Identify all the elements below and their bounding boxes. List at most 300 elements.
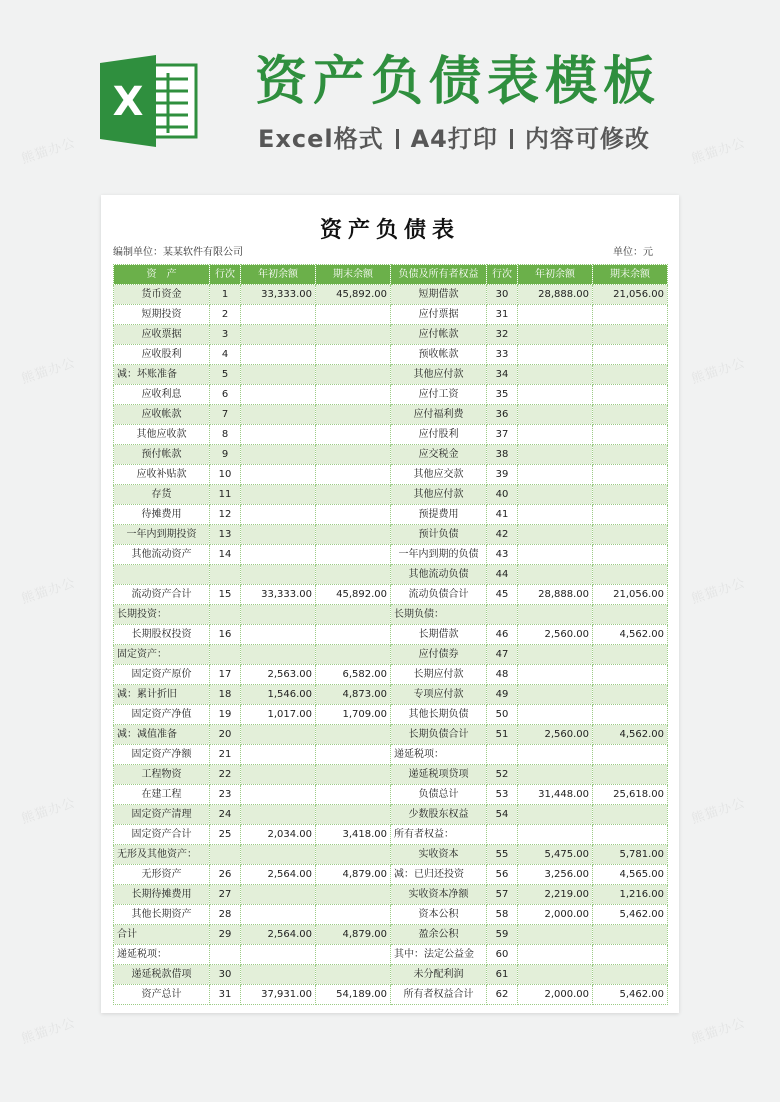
liability-line-no-cell[interactable]: 56 [487,865,518,885]
asset-name-cell[interactable]: 货币资金 [114,285,210,305]
asset-opening-cell[interactable] [241,905,316,925]
liability-line-no-cell[interactable]: 41 [487,505,518,525]
asset-opening-cell[interactable] [241,745,316,765]
asset-line-no-cell[interactable]: 23 [210,785,241,805]
liability-closing-cell[interactable] [593,465,668,485]
asset-name-cell[interactable]: 在建工程 [114,785,210,805]
asset-line-no-cell[interactable]: 15 [210,585,241,605]
liability-line-no-cell[interactable]: 52 [487,765,518,785]
liability-line-no-cell[interactable]: 39 [487,465,518,485]
liability-line-no-cell[interactable]: 46 [487,625,518,645]
asset-opening-cell[interactable]: 1,546.00 [241,685,316,705]
liability-closing-cell[interactable] [593,745,668,765]
liability-opening-cell[interactable] [518,765,593,785]
asset-opening-cell[interactable] [241,505,316,525]
liability-opening-cell[interactable]: 2,560.00 [518,625,593,645]
liability-closing-cell[interactable] [593,325,668,345]
liability-name-cell[interactable]: 应交税金 [391,445,487,465]
asset-name-cell[interactable]: 其他应收款 [114,425,210,445]
liability-line-no-cell[interactable]: 47 [487,645,518,665]
asset-closing-cell[interactable] [316,545,391,565]
asset-closing-cell[interactable] [316,445,391,465]
liability-line-no-cell[interactable] [487,825,518,845]
asset-opening-cell[interactable] [241,845,316,865]
asset-opening-cell[interactable] [241,345,316,365]
liability-closing-cell[interactable]: 5,781.00 [593,845,668,865]
asset-name-cell[interactable]: 应收补贴款 [114,465,210,485]
asset-closing-cell[interactable] [316,365,391,385]
liability-line-no-cell[interactable]: 50 [487,705,518,725]
liability-closing-cell[interactable]: 5,462.00 [593,905,668,925]
liability-name-cell[interactable]: 递延税项贷项 [391,765,487,785]
asset-opening-cell[interactable] [241,765,316,785]
liability-name-cell[interactable]: 一年内到期的负债 [391,545,487,565]
asset-name-cell[interactable]: 工程物资 [114,765,210,785]
liability-opening-cell[interactable] [518,505,593,525]
asset-opening-cell[interactable]: 33,333.00 [241,285,316,305]
asset-opening-cell[interactable] [241,485,316,505]
asset-opening-cell[interactable] [241,885,316,905]
liability-name-cell[interactable]: 所有者权益： [391,825,487,845]
asset-name-cell[interactable]: 固定资产合计 [114,825,210,845]
liability-opening-cell[interactable] [518,685,593,705]
col-header-assets: 资 产 [114,265,210,285]
asset-closing-cell[interactable] [316,725,391,745]
asset-name-cell[interactable]: 递延税款借项 [114,965,210,985]
subtitle-divider [396,129,399,149]
asset-closing-cell[interactable]: 54,189.00 [316,985,391,1005]
liability-name-cell[interactable]: 长期应付款 [391,665,487,685]
liability-opening-cell[interactable] [518,305,593,325]
asset-opening-cell[interactable] [241,805,316,825]
liability-closing-cell[interactable] [593,545,668,565]
liability-name-cell[interactable]: 应付票据 [391,305,487,325]
liability-line-no-cell[interactable]: 38 [487,445,518,465]
liability-closing-cell[interactable]: 25,618.00 [593,785,668,805]
liability-opening-cell[interactable]: 28,888.00 [518,285,593,305]
asset-name-cell[interactable]: 其他长期资产 [114,905,210,925]
asset-opening-cell[interactable]: 2,564.00 [241,865,316,885]
liability-line-no-cell[interactable]: 55 [487,845,518,865]
liability-line-no-cell[interactable]: 37 [487,425,518,445]
asset-line-no-cell[interactable]: 14 [210,545,241,565]
asset-line-no-cell[interactable]: 17 [210,665,241,685]
liability-line-no-cell[interactable] [487,745,518,765]
liability-name-cell[interactable]: 所有者权益合计 [391,985,487,1005]
asset-opening-cell[interactable]: 37,931.00 [241,985,316,1005]
liability-name-cell[interactable]: 应付帐款 [391,325,487,345]
asset-closing-cell[interactable] [316,905,391,925]
liability-closing-cell[interactable] [593,705,668,725]
asset-opening-cell[interactable] [241,465,316,485]
liability-opening-cell[interactable]: 5,475.00 [518,845,593,865]
liability-opening-cell[interactable]: 2,000.00 [518,985,593,1005]
asset-name-cell[interactable]: 应收票据 [114,325,210,345]
liability-opening-cell[interactable] [518,525,593,545]
liability-name-cell[interactable]: 应付债券 [391,645,487,665]
asset-name-cell[interactable]: 固定资产净值 [114,705,210,725]
liability-closing-cell[interactable] [593,965,668,985]
asset-closing-cell[interactable] [316,325,391,345]
liability-name-cell[interactable]: 长期负债： [391,605,487,625]
asset-name-cell[interactable]: 其他流动资产 [114,545,210,565]
liability-line-no-cell[interactable]: 57 [487,885,518,905]
liability-opening-cell[interactable]: 2,000.00 [518,905,593,925]
liability-line-no-cell[interactable]: 58 [487,905,518,925]
asset-line-no-cell[interactable]: 9 [210,445,241,465]
asset-name-cell[interactable]: 一年内到期投资 [114,525,210,545]
table-row [114,845,668,865]
liability-name-cell[interactable]: 其他应付款 [391,365,487,385]
asset-name-cell[interactable]: 存货 [114,485,210,505]
asset-name-cell[interactable]: 固定资产清理 [114,805,210,825]
asset-closing-cell[interactable] [316,645,391,665]
liability-name-cell[interactable]: 应付工资 [391,385,487,405]
liability-name-cell[interactable]: 未分配利润 [391,965,487,985]
asset-opening-cell[interactable]: 1,017.00 [241,705,316,725]
asset-line-no-cell[interactable]: 11 [210,485,241,505]
liability-name-cell[interactable]: 其他流动负债 [391,565,487,585]
asset-closing-cell[interactable] [316,945,391,965]
liability-closing-cell[interactable] [593,605,668,625]
table-row [114,905,668,925]
liability-line-no-cell[interactable]: 35 [487,385,518,405]
asset-opening-cell[interactable]: 2,564.00 [241,925,316,945]
asset-closing-cell[interactable] [316,345,391,365]
asset-closing-cell[interactable] [316,465,391,485]
liability-line-no-cell[interactable]: 51 [487,725,518,745]
liability-closing-cell[interactable] [593,425,668,445]
asset-opening-cell[interactable] [241,445,316,465]
liability-name-cell[interactable]: 递延税项： [391,745,487,765]
liability-name-cell[interactable]: 流动负债合计 [391,585,487,605]
liability-line-no-cell[interactable]: 33 [487,345,518,365]
asset-name-cell[interactable]: 短期投资 [114,305,210,325]
liability-closing-cell[interactable]: 21,056.00 [593,585,668,605]
asset-line-no-cell[interactable]: 5 [210,365,241,385]
asset-closing-cell[interactable]: 45,892.00 [316,585,391,605]
asset-closing-cell[interactable] [316,305,391,325]
asset-name-cell[interactable]: 应收股利 [114,345,210,365]
asset-opening-cell[interactable] [241,625,316,645]
asset-line-no-cell[interactable]: 20 [210,725,241,745]
liability-name-cell[interactable]: 少数股东权益 [391,805,487,825]
liability-closing-cell[interactable] [593,565,668,585]
asset-opening-cell[interactable] [241,645,316,665]
asset-closing-cell[interactable] [316,805,391,825]
liability-name-cell[interactable]: 其他应交款 [391,465,487,485]
asset-name-cell[interactable]: 资产总计 [114,985,210,1005]
asset-line-no-cell[interactable]: 2 [210,305,241,325]
liability-closing-cell[interactable] [593,525,668,545]
liability-opening-cell[interactable] [518,485,593,505]
asset-line-no-cell[interactable]: 26 [210,865,241,885]
asset-line-no-cell[interactable]: 29 [210,925,241,945]
liability-opening-cell[interactable] [518,545,593,565]
liability-opening-cell[interactable] [518,325,593,345]
table-row [114,505,668,525]
asset-name-cell[interactable]: 减：减值准备 [114,725,210,745]
asset-closing-cell[interactable] [316,965,391,985]
asset-name-cell[interactable]: 固定资产： [114,645,210,665]
liability-opening-cell[interactable] [518,805,593,825]
liability-opening-cell[interactable] [518,965,593,985]
liability-name-cell[interactable]: 负债总计 [391,785,487,805]
asset-line-no-cell[interactable]: 6 [210,385,241,405]
liability-opening-cell[interactable]: 31,448.00 [518,785,593,805]
asset-opening-cell[interactable]: 2,563.00 [241,665,316,685]
liability-opening-cell[interactable] [518,665,593,685]
liability-name-cell[interactable]: 预收帐款 [391,345,487,365]
asset-closing-cell[interactable]: 4,879.00 [316,865,391,885]
asset-opening-cell[interactable]: 33,333.00 [241,585,316,605]
liability-opening-cell[interactable] [518,645,593,665]
liability-line-no-cell[interactable]: 32 [487,325,518,345]
asset-line-no-cell[interactable] [210,605,241,625]
asset-name-cell[interactable]: 应收利息 [114,385,210,405]
asset-line-no-cell[interactable]: 1 [210,285,241,305]
liability-closing-cell[interactable] [593,345,668,365]
liability-line-no-cell[interactable]: 45 [487,585,518,605]
asset-closing-cell[interactable] [316,385,391,405]
asset-line-no-cell[interactable]: 22 [210,765,241,785]
asset-line-no-cell[interactable]: 25 [210,825,241,845]
asset-name-cell[interactable]: 待摊费用 [114,505,210,525]
asset-closing-cell[interactable] [316,525,391,545]
asset-name-cell[interactable]: 应收帐款 [114,405,210,425]
balance-sheet-table [113,264,668,1005]
liability-opening-cell[interactable] [518,745,593,765]
liability-closing-cell[interactable] [593,445,668,465]
liability-line-no-cell[interactable]: 34 [487,365,518,385]
liability-closing-cell[interactable]: 5,462.00 [593,985,668,1005]
asset-name-cell[interactable]: 减：坏账准备 [114,365,210,385]
asset-opening-cell[interactable] [241,325,316,345]
liability-line-no-cell[interactable]: 42 [487,525,518,545]
asset-name-cell[interactable] [114,565,210,585]
table-row [114,885,668,905]
asset-opening-cell[interactable] [241,545,316,565]
liability-line-no-cell[interactable]: 31 [487,305,518,325]
asset-closing-cell[interactable] [316,605,391,625]
liability-closing-cell[interactable] [593,505,668,525]
table-row [114,945,668,965]
asset-name-cell[interactable]: 递延税项： [114,945,210,965]
asset-closing-cell[interactable] [316,785,391,805]
liability-line-no-cell[interactable]: 40 [487,485,518,505]
liability-name-cell[interactable]: 长期负债合计 [391,725,487,745]
asset-line-no-cell[interactable]: 21 [210,745,241,765]
liability-name-cell[interactable]: 预计负债 [391,525,487,545]
asset-closing-cell[interactable] [316,765,391,785]
asset-line-no-cell[interactable]: 13 [210,525,241,545]
asset-closing-cell[interactable] [316,845,391,865]
asset-line-no-cell[interactable] [210,565,241,585]
asset-name-cell[interactable]: 长期待摊费用 [114,885,210,905]
liability-opening-cell[interactable]: 2,219.00 [518,885,593,905]
asset-closing-cell[interactable] [316,505,391,525]
asset-opening-cell[interactable] [241,525,316,545]
asset-name-cell[interactable]: 长期投资： [114,605,210,625]
asset-line-no-cell[interactable]: 7 [210,405,241,425]
asset-closing-cell[interactable] [316,625,391,645]
liability-name-cell[interactable]: 资本公积 [391,905,487,925]
asset-line-no-cell[interactable]: 30 [210,965,241,985]
liability-name-cell[interactable]: 应付福利费 [391,405,487,425]
liability-closing-cell[interactable] [593,405,668,425]
liability-name-cell[interactable]: 应付股利 [391,425,487,445]
liability-closing-cell[interactable] [593,305,668,325]
liability-opening-cell[interactable] [518,365,593,385]
liability-closing-cell[interactable] [593,945,668,965]
liability-line-no-cell[interactable]: 49 [487,685,518,705]
liability-closing-cell[interactable] [593,665,668,685]
asset-closing-cell[interactable]: 4,873.00 [316,685,391,705]
asset-opening-cell[interactable] [241,385,316,405]
liability-name-cell[interactable]: 实收资本净额 [391,885,487,905]
asset-opening-cell[interactable] [241,305,316,325]
asset-closing-cell[interactable]: 1,709.00 [316,705,391,725]
table-row [114,685,668,705]
liability-name-cell[interactable]: 减：已归还投资 [391,865,487,885]
asset-closing-cell[interactable] [316,405,391,425]
liability-opening-cell[interactable] [518,445,593,465]
liability-opening-cell[interactable] [518,345,593,365]
liability-closing-cell[interactable]: 21,056.00 [593,285,668,305]
asset-name-cell[interactable]: 流动资产合计 [114,585,210,605]
liability-name-cell[interactable]: 其中：法定公益金 [391,945,487,965]
liability-closing-cell[interactable] [593,645,668,665]
liability-closing-cell[interactable] [593,685,668,705]
asset-line-no-cell[interactable]: 16 [210,625,241,645]
liability-name-cell[interactable]: 其他应付款 [391,485,487,505]
liability-opening-cell[interactable] [518,385,593,405]
liability-closing-cell[interactable] [593,365,668,385]
liability-line-no-cell[interactable]: 60 [487,945,518,965]
asset-opening-cell[interactable] [241,605,316,625]
liability-closing-cell[interactable]: 4,562.00 [593,625,668,645]
liability-opening-cell[interactable]: 2,560.00 [518,725,593,745]
liability-name-cell[interactable]: 短期借款 [391,285,487,305]
liability-closing-cell[interactable] [593,765,668,785]
liability-opening-cell[interactable] [518,465,593,485]
asset-line-no-cell[interactable]: 18 [210,685,241,705]
asset-opening-cell[interactable] [241,965,316,985]
asset-line-no-cell[interactable]: 4 [210,345,241,365]
table-header-row [114,265,668,285]
asset-line-no-cell[interactable]: 31 [210,985,241,1005]
asset-closing-cell[interactable] [316,565,391,585]
liability-line-no-cell[interactable]: 48 [487,665,518,685]
liability-opening-cell[interactable]: 3,256.00 [518,865,593,885]
asset-opening-cell[interactable] [241,425,316,445]
asset-line-no-cell[interactable]: 12 [210,505,241,525]
asset-line-no-cell[interactable]: 10 [210,465,241,485]
liability-name-cell[interactable]: 其他长期负债 [391,705,487,725]
asset-line-no-cell[interactable]: 28 [210,905,241,925]
liability-opening-cell[interactable] [518,605,593,625]
liability-closing-cell[interactable] [593,805,668,825]
asset-opening-cell[interactable] [241,945,316,965]
liability-opening-cell[interactable]: 28,888.00 [518,585,593,605]
asset-opening-cell[interactable] [241,565,316,585]
liability-opening-cell[interactable] [518,945,593,965]
liability-opening-cell[interactable] [518,425,593,445]
liability-name-cell[interactable]: 长期借款 [391,625,487,645]
asset-name-cell[interactable]: 合计 [114,925,210,945]
liability-closing-cell[interactable]: 1,216.00 [593,885,668,905]
liability-opening-cell[interactable] [518,405,593,425]
asset-opening-cell[interactable]: 2,034.00 [241,825,316,845]
liability-closing-cell[interactable] [593,925,668,945]
asset-closing-cell[interactable] [316,745,391,765]
asset-name-cell[interactable]: 固定资产净额 [114,745,210,765]
asset-line-no-cell[interactable] [210,645,241,665]
asset-opening-cell[interactable] [241,725,316,745]
asset-closing-cell[interactable] [316,885,391,905]
asset-name-cell[interactable]: 固定资产原价 [114,665,210,685]
asset-line-no-cell[interactable]: 8 [210,425,241,445]
liability-closing-cell[interactable] [593,385,668,405]
asset-closing-cell[interactable]: 4,879.00 [316,925,391,945]
liability-line-no-cell[interactable]: 59 [487,925,518,945]
asset-line-no-cell[interactable]: 27 [210,885,241,905]
asset-opening-cell[interactable] [241,785,316,805]
asset-name-cell[interactable]: 无形及其他资产： [114,845,210,865]
asset-line-no-cell[interactable]: 24 [210,805,241,825]
asset-closing-cell[interactable]: 45,892.00 [316,285,391,305]
liability-line-no-cell[interactable]: 43 [487,545,518,565]
liability-line-no-cell[interactable]: 61 [487,965,518,985]
liability-line-no-cell[interactable]: 30 [487,285,518,305]
liability-line-no-cell[interactable] [487,605,518,625]
liability-closing-cell[interactable]: 4,565.00 [593,865,668,885]
liability-closing-cell[interactable]: 4,562.00 [593,725,668,745]
col-header-closing-balance: 期末余额 [593,265,668,285]
asset-name-cell[interactable]: 无形资产 [114,865,210,885]
asset-closing-cell[interactable]: 3,418.00 [316,825,391,845]
asset-closing-cell[interactable]: 6,582.00 [316,665,391,685]
liability-name-cell[interactable]: 专项应付款 [391,685,487,705]
asset-name-cell[interactable]: 预付帐款 [114,445,210,465]
table-row [114,365,668,385]
liability-line-no-cell[interactable]: 36 [487,405,518,425]
asset-line-no-cell[interactable]: 19 [210,705,241,725]
asset-line-no-cell[interactable] [210,945,241,965]
asset-line-no-cell[interactable]: 3 [210,325,241,345]
asset-closing-cell[interactable] [316,485,391,505]
asset-opening-cell[interactable] [241,405,316,425]
liability-opening-cell[interactable] [518,825,593,845]
liability-opening-cell[interactable] [518,705,593,725]
liability-line-no-cell[interactable]: 53 [487,785,518,805]
liability-line-no-cell[interactable]: 54 [487,805,518,825]
asset-line-no-cell[interactable] [210,845,241,865]
asset-opening-cell[interactable] [241,365,316,385]
liability-opening-cell[interactable] [518,925,593,945]
asset-closing-cell[interactable] [316,425,391,445]
liability-name-cell[interactable]: 实收资本 [391,845,487,865]
liability-closing-cell[interactable] [593,485,668,505]
asset-name-cell[interactable]: 长期股权投资 [114,625,210,645]
liability-line-no-cell[interactable]: 62 [487,985,518,1005]
liability-opening-cell[interactable] [518,565,593,585]
liability-line-no-cell[interactable]: 44 [487,565,518,585]
liability-name-cell[interactable]: 盈余公积 [391,925,487,945]
liability-name-cell[interactable]: 预提费用 [391,505,487,525]
asset-name-cell[interactable]: 减：累计折旧 [114,685,210,705]
liability-closing-cell[interactable] [593,825,668,845]
